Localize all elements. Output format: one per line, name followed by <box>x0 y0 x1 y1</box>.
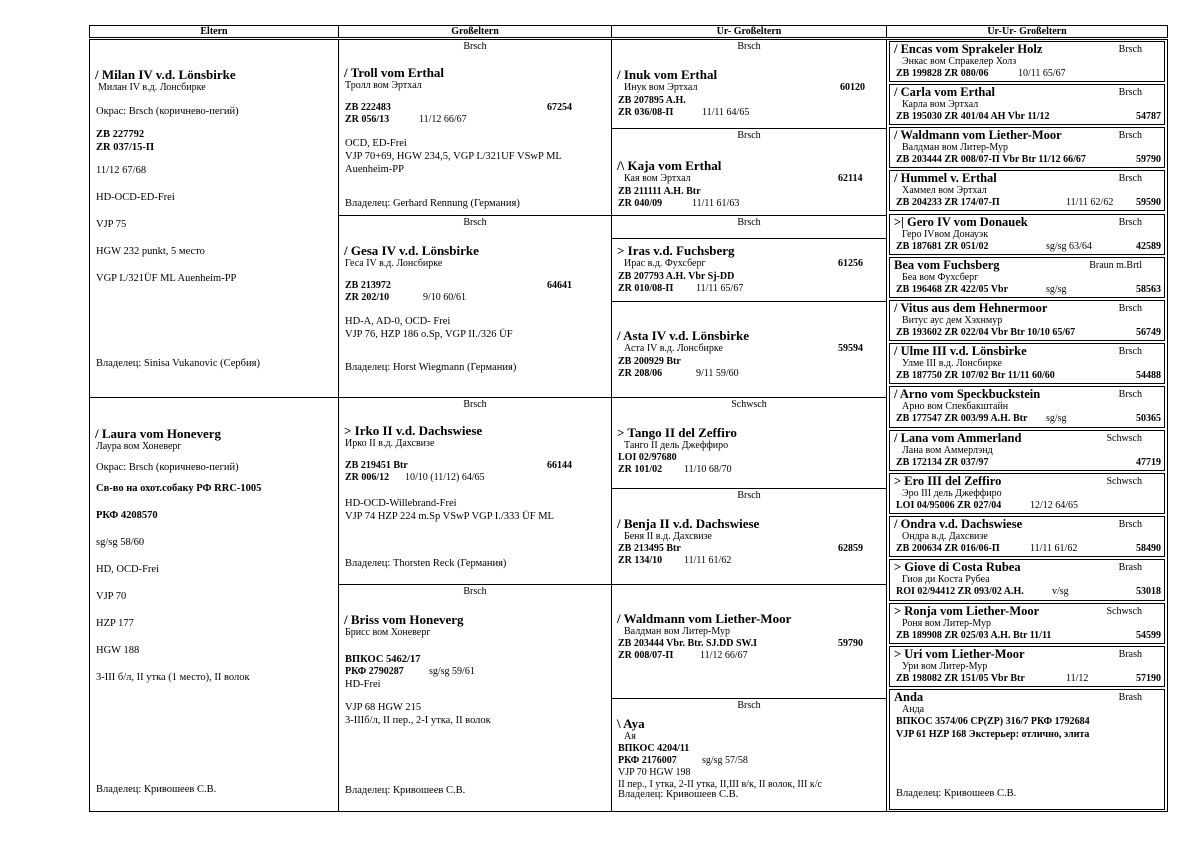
gg-line: VJP 70 HGW 198 <box>618 767 691 778</box>
great-grandparent-name: / Asta IV v.d. Lönsbirke <box>617 328 749 343</box>
reg-number: 61256 <box>838 258 863 269</box>
gggp-rus-name: Ондра в.д. Дахсвизе <box>902 531 988 542</box>
great-grandparent-rus-row <box>612 258 886 271</box>
gggp-scores: 10/11 65/67 <box>1018 68 1066 79</box>
zr-number: ZR 056/13 <box>345 114 390 125</box>
grandparent-line: VJP 68 HGW 215 <box>345 702 422 713</box>
coat-label: Brash <box>1118 649 1142 660</box>
rus-name: Кая вом Эртхал <box>624 173 691 184</box>
gggp-rus-name: Улме III в.д. Лонсбирке <box>902 358 1002 369</box>
great-grandparent-cell <box>611 488 887 585</box>
great-great-grandparent-cell <box>889 646 1165 687</box>
grandparent-rkf-row <box>339 666 611 679</box>
gggp-reg-number: 59590 <box>1136 197 1161 208</box>
gggp-reg-number: 54488 <box>1136 370 1161 381</box>
great-great-grandparent-cell <box>889 559 1165 601</box>
gggp-name: > Ronja vom Liether-Moor <box>894 604 1040 618</box>
grandparent-line: OCD, ED-Frei <box>345 137 407 149</box>
zr-number: ZR 006/12 <box>345 472 390 483</box>
scores: 11/11 61/63 <box>692 197 740 209</box>
great-grandparent-rus-row <box>612 82 886 95</box>
gggp-reg-number: 57190 <box>1136 673 1161 684</box>
zr-number: ZR 040/09 <box>618 197 663 209</box>
gggp-name-row <box>890 647 1164 661</box>
gggp-reg-number: 50365 <box>1136 413 1161 424</box>
coat-label: Brsch <box>737 41 761 52</box>
reg-number: 60120 <box>840 82 865 93</box>
gggp-name-row <box>890 474 1164 488</box>
grandparent-zb-row <box>339 280 611 293</box>
gggp-name-row <box>890 517 1164 531</box>
gggp-name: / Ondra v.d. Dachswiese <box>894 517 1023 531</box>
rus-name: Аста IV в.д. Лонсбирке <box>624 343 723 354</box>
gggp-reg: ZB 193602 ZR 022/04 Vbr Btr 10/10 65/67 <box>896 327 1076 338</box>
gggp-reg-number: 47719 <box>1136 457 1161 468</box>
gggp-reg-row <box>890 457 1164 470</box>
gggp-reg: ZB 196468 ZR 422/05 Vbr <box>896 284 1009 295</box>
gggp-reg: ZB 200634 ZR 016/06-П <box>896 543 1000 554</box>
great-grandparent-name: \ Aya <box>617 716 645 731</box>
gggp-reg-row <box>890 154 1164 167</box>
gggp-reg-number: 56749 <box>1136 327 1161 338</box>
gggp-name: / Encas vom Sprakeler Holz <box>894 42 1043 56</box>
owner: Владелец: Horst Wiegmann (Германия) <box>345 362 517 373</box>
great-grandparent-cell <box>611 698 887 812</box>
gggp-name: >| Gero IV vom Donauek <box>894 215 1028 229</box>
great-grandparent-cell <box>611 39 887 129</box>
loi-line: LOI 02/97680 <box>618 451 677 463</box>
zr-number: ZR 202/10 <box>345 292 390 303</box>
parent-certificate: Св-во на охот.собаку РФ RRC-1005 <box>96 482 262 494</box>
rkf-row <box>612 755 886 768</box>
scores: 11/11 64/65 <box>702 106 750 118</box>
owner: Владелец: Sinisa Vukanovic (Сербия) <box>96 358 260 369</box>
grandparent-vpkos: ВПКОС 5462/17 <box>345 653 421 665</box>
gg-line: II пер., I утка, 2-II утка, II,III в/к, II волок, III к/с <box>618 779 822 790</box>
gggp-reg: ZB 195030 ZR 401/04 AH Vbr 11/12 <box>896 111 1050 122</box>
gggp-scores: sg/sg <box>1046 413 1067 424</box>
rus-name: Ая <box>624 731 636 742</box>
gggp-name: / Arno vom Speckbuckstein <box>894 387 1041 401</box>
grandparent-line: HD-OCD-Willebrand-Frei <box>345 497 457 509</box>
gggp-name: / Waldmann vom Liether-Moor <box>894 128 1062 142</box>
great-grandparent-name: / Waldmann vom Liether-Moor <box>617 611 792 626</box>
gggp-scores: 12/12 64/65 <box>1030 500 1079 511</box>
great-great-grandparent-cell <box>889 41 1165 82</box>
parent-name: / Laura vom Honeverg <box>95 426 222 441</box>
gggp-name: / Hummel v. Erthal <box>894 171 997 185</box>
gggp-rus-name: Эро III дель Джеффиро <box>902 488 1002 499</box>
rkf-number: РКФ 2176007 <box>618 754 677 766</box>
zr-number: ZR 010/08-П <box>618 282 674 294</box>
gggp-rus-name: Гиов ди Коста Рубеа <box>902 574 990 585</box>
coat-label: Brash <box>1118 692 1142 703</box>
gggp-reg-row <box>890 284 1164 297</box>
parent-color: Окрас: Brsch (коричнево-пегий) <box>96 461 239 473</box>
owner: Владелец: Gerhard Rennung (Германия) <box>345 198 520 209</box>
owner: Владелец: Thorsten Reck (Германия) <box>345 558 507 569</box>
parent-line: HD-OCD-ED-Frei <box>96 191 175 203</box>
gggp-reg: LOI 04/95006 ZR 027/04 <box>896 500 1002 511</box>
zb-line: ZB 200929 Btr <box>618 355 681 367</box>
zr-row <box>612 368 886 381</box>
owner: Владелец: Кривошеев С.В. <box>618 789 739 800</box>
gggp-name-row <box>890 604 1164 618</box>
parent-line: HGW 232 punkt, 5 место <box>96 245 205 257</box>
great-grandparent-name: /\ Kaja vom Erthal <box>617 158 722 173</box>
gggp-reg-row <box>890 370 1164 383</box>
parent-name: / Milan IV v.d. Lönsbirke <box>95 67 236 82</box>
zb-line: ZB 207895 A.H. <box>618 94 686 106</box>
gggp-reg: ZB 198082 ZR 151/05 Vbr Btr <box>896 673 1025 684</box>
gggp-name-row <box>890 431 1164 445</box>
grandparent-cell <box>338 39 612 216</box>
parent-line: 3-III б/л, II утка (1 место), II волок <box>96 671 250 683</box>
coat-label: Brsch <box>1118 44 1142 55</box>
zr-row <box>612 464 886 477</box>
gggp-name-row <box>890 301 1164 315</box>
gggp-name-row <box>890 690 1164 704</box>
gggp-reg: ВПКОС 3574/06 CP(ZP) 316/7 РКФ 1792684 <box>896 716 1090 727</box>
zr-number: ZR 008/07-П <box>618 650 674 661</box>
gggp-scores: 11/11 61/62 <box>1030 543 1078 554</box>
zb-line: ZB 203444 Vbr. Btr. SJ.DD SW.I <box>618 637 758 649</box>
gggp-reg-number: 59790 <box>1136 154 1161 165</box>
coat-label: Brsch <box>737 217 761 228</box>
reg-number: 62114 <box>838 173 863 184</box>
parent-line: HGW 188 <box>96 644 140 656</box>
header-grosseltern: Großeltern <box>338 25 612 38</box>
coat-label: Schwsch <box>1106 606 1142 617</box>
great-grandparent-cell <box>611 397 887 489</box>
coat-label: Brsch <box>1118 173 1142 184</box>
zb-line: ZB 213495 Btr <box>618 542 681 554</box>
gggp-reg-row <box>890 197 1164 210</box>
great-great-grandparent-cell <box>889 430 1165 471</box>
zr-number: ZR 208/06 <box>618 367 663 379</box>
parent-rus-name: Милан IV в.д. Лонсбирке <box>98 82 206 93</box>
coat-label: Brsch <box>463 586 487 597</box>
great-great-grandparent-cell <box>889 127 1165 168</box>
coat-label: Brsch <box>1118 130 1142 141</box>
coat-label: Brsch <box>1118 87 1142 98</box>
grandparent-zb-row <box>339 102 611 115</box>
gggp-rus-name: Хаммел вом Эртхал <box>902 185 987 196</box>
rkf-number: РКФ 2790287 <box>345 665 404 677</box>
coat-label: Brsch <box>463 399 487 410</box>
reg-number: 67254 <box>547 101 572 113</box>
great-grandparent-cell <box>611 301 887 398</box>
reg-number: 64641 <box>547 279 572 291</box>
parent-line: VGP I./321ÜF ML Auenheim-PP <box>96 272 237 284</box>
zb-line: ZB 207793 A.H. Vbr Sj-DD <box>618 270 735 282</box>
great-great-grandparent-cell <box>889 386 1165 428</box>
gggp-reg-row <box>890 68 1164 81</box>
grandparent-cell <box>338 397 612 585</box>
great-grandparent-cell <box>611 215 887 302</box>
gggp-reg-row <box>890 716 1164 729</box>
grandparent-zb-row <box>339 460 611 473</box>
owner: Владелец: Кривошеев С.В. <box>345 785 466 796</box>
coat-label: Brsch <box>1118 389 1142 400</box>
grandparent-line: HD-A, AD-0, OCD- Frei <box>345 315 451 327</box>
vpkos-line: ВПКОС 4204/11 <box>618 742 690 754</box>
gggp-reg-number: 54599 <box>1136 630 1161 641</box>
coat-label: Brsch <box>737 700 761 711</box>
zr-row <box>612 555 886 568</box>
gggp-name-row <box>890 344 1164 358</box>
great-grandparent-rus-row <box>612 343 886 356</box>
parent-zr: ZR 037/15-П <box>96 141 155 153</box>
gggp-reg-row <box>890 500 1164 513</box>
coat-label: Brsch <box>463 41 487 52</box>
great-great-grandparent-cell <box>889 689 1165 810</box>
zr-row <box>612 283 886 296</box>
great-great-grandparent-cell <box>889 516 1165 557</box>
coat-label: Brsch <box>463 217 487 228</box>
coat-label: Brsch <box>737 130 761 141</box>
coat-label: Brsch <box>1118 346 1142 357</box>
owner: Владелец: Кривошеев С.В. <box>896 788 1017 799</box>
scores: 11/10 68/70 <box>684 463 732 475</box>
grandparent-rus-name: Тролл вом Эртхал <box>345 80 422 91</box>
gggp-reg-row <box>890 630 1164 643</box>
great-grandparent-cell <box>611 584 887 699</box>
gggp-reg-row <box>890 111 1164 124</box>
scores: 11/11 65/67 <box>696 282 744 294</box>
parent-line: VJP 75 <box>96 218 127 230</box>
gggp-name: Bea vom Fuchsberg <box>894 258 1000 272</box>
gggp-reg: ZB 187681 ZR 051/02 <box>896 241 989 252</box>
gggp-rus-name: Роня вом Литер-Мур <box>902 618 991 629</box>
grandparent-name: / Gesa IV v.d. Lönsbirke <box>344 243 479 258</box>
grandparent-line: HD-Frei <box>345 679 381 690</box>
great-great-grandparent-cell <box>889 214 1165 255</box>
parent-zb: ZB 227792 <box>96 128 145 140</box>
gggp-reg-row <box>890 543 1164 556</box>
zr-number: ZR 134/10 <box>618 555 663 566</box>
header-ur-grosseltern: Ur- Großeltern <box>611 25 887 38</box>
great-grandparent-rus-row <box>612 173 886 186</box>
grandparent-rus-name: Брисс вом Хоневерг <box>345 627 431 638</box>
header-eltern: Eltern <box>89 25 339 38</box>
gggp-reg: ZB 187750 ZR 107/02 Btr 11/11 60/60 <box>896 370 1055 381</box>
parent-color: Окрас: Brsch (коричнево-пегий) <box>96 105 239 117</box>
gggp-rus-name: Беа вом Фухсберг <box>902 272 979 283</box>
gggp-rus-name: Лана вом Аммерлэнд <box>902 445 993 456</box>
gggp-rus-name: Ури вом Литер-Мур <box>902 661 988 672</box>
gggp-rus-name: Витус аус дем Хэхнмур <box>902 315 1003 326</box>
scores: 11/12 66/67 <box>419 114 467 125</box>
gggp-rus-name: Карла вом Эртхал <box>902 99 979 110</box>
gggp-name-row <box>890 258 1164 272</box>
scores: 11/12 66/67 <box>700 650 748 661</box>
gggp-rus-name: Энкас вом Спракелер Холз <box>902 56 1017 67</box>
gggp-column <box>886 39 1168 812</box>
grandparent-line: 3-IIIб/л, II пер., 2-I утка, II волок <box>345 715 491 726</box>
pedigree-table <box>89 25 1168 812</box>
zb-number: ZB 213972 <box>345 279 391 291</box>
zb-row <box>612 543 886 556</box>
gggp-scores: v/sg <box>1052 586 1069 597</box>
gggp-name-row <box>890 215 1164 229</box>
gggp-rus-name: Арно вом Спекбакштайн <box>902 401 1009 412</box>
parent-line: 11/12 67/68 <box>96 164 147 176</box>
gggp-name: / Carla vom Erthal <box>894 85 996 99</box>
great-grandparent-name: / Inuk vom Erthal <box>617 67 718 82</box>
rus-name: Танго II дель Джеффиро <box>624 440 729 451</box>
gggp-reg-row <box>890 241 1164 254</box>
gggp-name: Anda <box>894 690 924 704</box>
gggp-reg: ZB 189908 ZR 025/03 A.H. Btr 11/11 <box>896 630 1052 641</box>
gggp-reg-row <box>890 586 1164 599</box>
grandparent-zr-row <box>339 114 611 127</box>
grandparent-cell <box>338 215 612 398</box>
zr-row <box>612 650 886 663</box>
gggp-name-row <box>890 560 1164 574</box>
great-grandparent-name: > Iras v.d. Fuchsberg <box>617 243 735 258</box>
great-grandparent-name: > Tango II del Zeffiro <box>617 425 737 440</box>
great-great-grandparent-cell <box>889 84 1165 125</box>
reg-number: 62859 <box>838 542 863 554</box>
gggp-reg-row <box>890 413 1164 426</box>
great-great-grandparent-cell <box>889 343 1165 384</box>
gggp-reg: ZB 204233 ZR 174/07-П <box>896 197 1000 208</box>
owner: Владелец: Кривошеев С.В. <box>96 784 217 795</box>
grandparent-rus-name: Геса IV в.д. Лонсбирке <box>345 258 443 269</box>
grandparent-zr-row <box>339 472 611 485</box>
zr-row <box>612 198 886 211</box>
reg-number: 59594 <box>838 343 863 354</box>
gggp-name-row <box>890 387 1164 401</box>
grandparent-name: / Briss vom Honeverg <box>344 612 464 627</box>
parent-line: HD, OCD-Frei <box>96 563 159 575</box>
parent-rus-name: Лаура вом Хоневерг <box>96 441 182 452</box>
gggp-name: / Lana vom Ammerland <box>894 431 1022 445</box>
parent-rkf: РКФ 4208570 <box>96 509 158 521</box>
grandparent-name: / Troll vom Erthal <box>344 65 445 80</box>
gggp-reg-row <box>890 673 1164 686</box>
grandparent-rus-name: Ирко II в.д. Дахсвизе <box>345 438 435 449</box>
gggp-reg: ZB 203444 ZR 008/07-П Vbr Btr 11/12 66/67 <box>896 154 1086 165</box>
zb-row <box>612 638 886 651</box>
reg-number: 59790 <box>838 637 863 649</box>
rus-name: Валдман вом Литер-Мур <box>624 626 731 637</box>
gggp-scores: sg/sg <box>1046 284 1067 295</box>
grandparent-zr-row <box>339 292 611 305</box>
gggp-name: > Uri vom Liether-Moor <box>894 647 1025 661</box>
gggp-reg: ZB 172134 ZR 037/97 <box>896 457 989 468</box>
great-great-grandparent-cell <box>889 170 1165 211</box>
grandparent-line: VJP 70+69, HGW 234,5, VGP I./321UF VSwP ML <box>345 150 562 162</box>
gggp-name-row <box>890 128 1164 142</box>
gggp-reg: ZB 199828 ZR 080/06 <box>896 68 989 79</box>
great-great-grandparent-cell <box>889 257 1165 298</box>
scores: 9/10 60/61 <box>423 292 467 303</box>
gggp-name: > Ero III del Zeffiro <box>894 474 1002 488</box>
reg-number: 66144 <box>547 459 572 471</box>
great-grandparent-name: / Benja II v.d. Dachswiese <box>617 516 760 531</box>
great-great-grandparent-cell <box>889 603 1165 644</box>
great-great-grandparent-cell <box>889 300 1165 341</box>
gggp-reg-row <box>890 327 1164 340</box>
gggp-name: > Giove di Costa Rubea <box>894 560 1021 574</box>
coat-label: Schwsch <box>1106 476 1142 487</box>
grandparent-line: Auenheim-PP <box>345 163 404 175</box>
gggp-rus-name: Валдман вом Литер-Мур <box>902 142 1009 153</box>
grandparent-line: VJP 74 HZP 224 m.Sp VSwP VGP I./333 ÜF ML <box>345 510 554 522</box>
gggp-reg: ZB 177547 ZR 003/99 A.H. Btr <box>896 413 1028 424</box>
parent-line: VJP 70 <box>96 590 127 602</box>
scores: 9/11 59/60 <box>696 367 739 379</box>
gggp-rus-name: Анда <box>902 704 925 715</box>
parent-sire-cell <box>89 39 339 398</box>
gggp-reg-number: 42589 <box>1136 241 1161 252</box>
gggp-rus-name: Геро IVвом Донауэк <box>902 229 989 240</box>
parent-dam-cell <box>89 397 339 812</box>
grandparent-line: VJP 76, HZP 186 o.Sp, VGP II./326 ÜF <box>345 328 513 340</box>
zr-row <box>612 107 886 120</box>
coat-label: Schwsch <box>1106 433 1142 444</box>
zr-number: ZR 036/08-П <box>618 106 674 118</box>
gggp-reg-number: 53018 <box>1136 586 1161 597</box>
great-great-grandparent-cell <box>889 473 1165 514</box>
zb-number: ZB 219451 Btr <box>345 459 408 471</box>
coat-label: Brsch <box>1118 303 1142 314</box>
gggp-name: / Vitus aus dem Hehnermoor <box>894 301 1048 315</box>
scores: sg/sg 57/58 <box>702 754 748 766</box>
grandparent-cell <box>338 584 612 812</box>
gggp-reg-number: 58490 <box>1136 543 1161 554</box>
gggp-reg: ROI 02/94412 ZR 093/02 A.H. <box>896 586 1024 597</box>
coat-label: Brsch <box>1118 519 1142 530</box>
gggp-scores: sg/sg 63/64 <box>1046 241 1092 252</box>
header-ur-ur-grosseltern: Ur-Ur- Großeltern <box>886 25 1168 38</box>
coat-label: Brsch <box>737 490 761 501</box>
gggp-reg-number: 54787 <box>1136 111 1161 122</box>
parent-line: sg/sg 58/60 <box>96 536 145 548</box>
scores: sg/sg 59/61 <box>429 665 475 677</box>
rus-name: Ирас в.д. Фухсберг <box>624 258 706 269</box>
zb-line: ZB 211111 A.H. Btr <box>618 185 701 197</box>
coat-label: Brash <box>1118 562 1142 573</box>
gggp-scores: 11/12 <box>1066 673 1089 684</box>
scores: 10/10 (11/12) 64/65 <box>405 472 485 483</box>
coat-label: Schwsch <box>731 399 767 410</box>
rus-name: Инук вом Эртхал <box>624 82 698 93</box>
gggp-name: / Ulme III v.d. Lönsbirke <box>894 344 1027 358</box>
zr-number: ZR 101/02 <box>618 463 663 475</box>
zb-number: ZB 222483 <box>345 101 391 113</box>
coat-label: Brsch <box>1118 217 1142 228</box>
grandparent-name: > Irko II v.d. Dachswiese <box>344 423 483 438</box>
gggp-name-row <box>890 171 1164 185</box>
coat-label: Braun m.Brtl <box>1089 260 1142 271</box>
rus-name: Беня II в.д. Дахсвизе <box>624 531 712 542</box>
gggp-scores: 11/11 62/62 <box>1066 197 1114 208</box>
gggp-reg-number: 58563 <box>1136 284 1161 295</box>
gggp-name-row <box>890 85 1164 99</box>
parent-line: HZP 177 <box>96 617 134 629</box>
gggp-name-row <box>890 42 1164 56</box>
gggp-extra-line: VJP 61 HZP 168 Экстерьер: отлично, элита <box>896 728 1090 740</box>
scores: 11/11 61/62 <box>684 555 732 566</box>
